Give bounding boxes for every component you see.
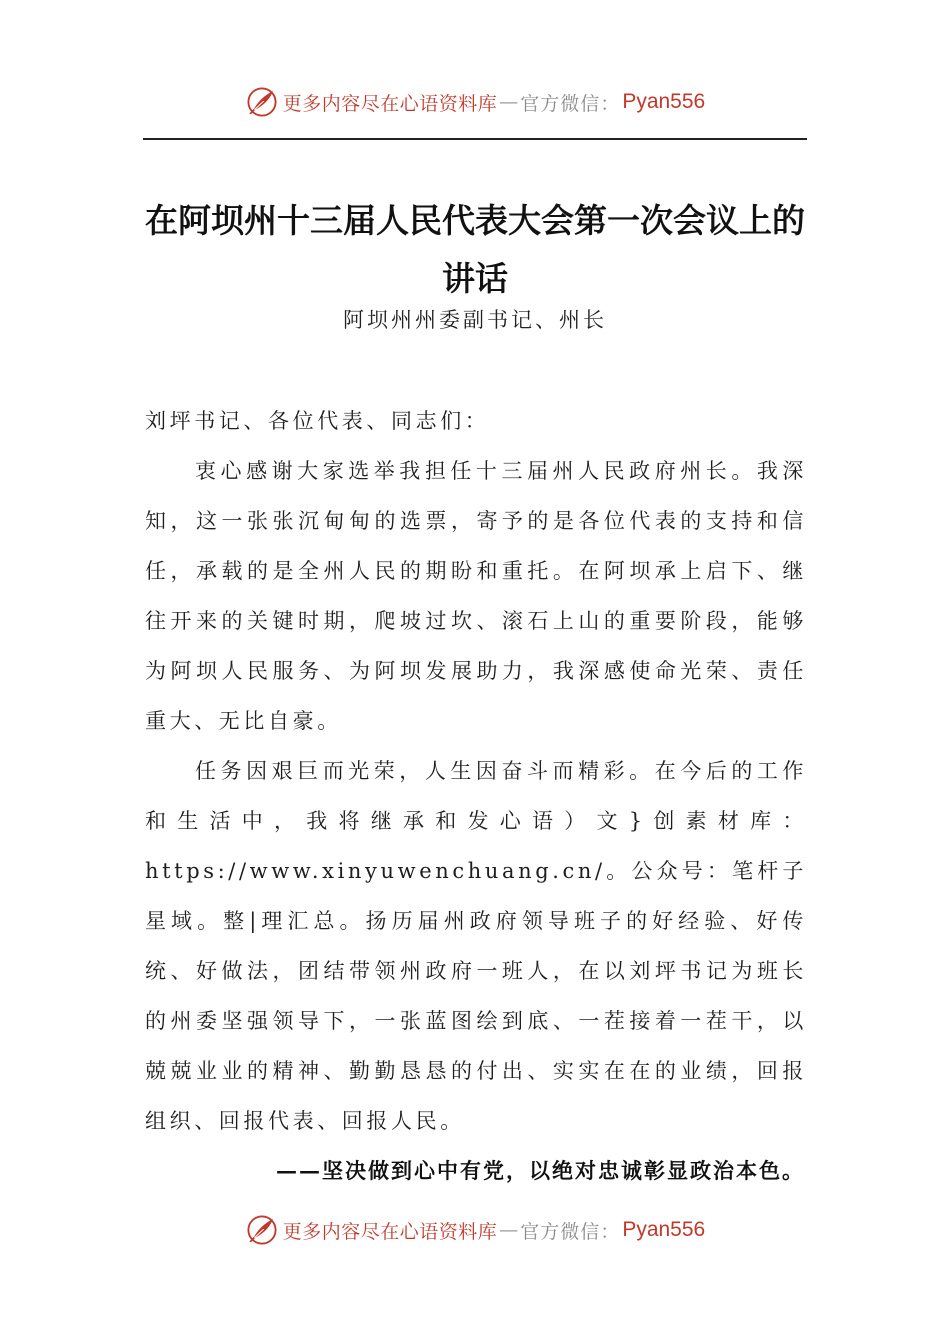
body-paragraph: 任务因艰巨而光荣，人生因奋斗而精彩。在今后的工作和生活中，我将继承和发心语）文}创素材库：https://www.xinyuwenchuang.cn/。公众号：笔杆子星域。整|理汇总。扬历届州政府领导班子的好经验、好传统、好做法，团结带领州政府一班人，在以刘坪书记为班长的州委坚强领导下，一张蓝图绘到底、一茬接着一茬干，以兢兢业业的精神、勤勤恳恳的付出、实实在在的业绩，回报组织、回报代表、回报人民。 [145,759,807,1133]
banner-brand-text: 更多内容尽在心语资料库 [282,92,498,115]
section-heading: ——坚决做到心中有党，以绝对忠诚彰显政治本色。 [276,1158,805,1183]
banner-contact-label: 官方微信： [520,92,621,115]
banner-contact-id: Pyan556 [622,90,706,113]
banner-separator: — [499,1219,519,1241]
feather-quill-logo-icon [245,1213,279,1247]
banner-separator: — [499,91,519,113]
header-divider [143,138,807,140]
feather-quill-logo-icon [245,85,279,119]
header-banner [0,80,950,124]
footer-banner [0,1208,950,1252]
document-body [145,396,807,1196]
banner-contact-id: Pyan556 [622,1218,706,1241]
document-author: 阿坝州州委副书记、州长 [343,308,607,332]
salutation: 刘坪书记、各位代表、同志们： [145,409,490,433]
document-title: 在阿坝州十三届人民代表大会第一次会议上的讲话 [145,201,805,298]
banner-contact-label: 官方微信： [520,1220,621,1243]
body-paragraph: 衷心感谢大家选举我担任十三届州人民政府州长。我深知，这一张张沉甸甸的选票，寄予的是各位代表的支持和信任，承载的是全州人民的期盼和重托。在阿坝承上启下、继往开来的关键时期，爬坡过坎、滚石上山的重要阶段，能够为阿坝人民服务、为阿坝发展助力，我深感使命光荣、责任重大、无比自豪。 [145,459,807,733]
banner-brand-text: 更多内容尽在心语资料库 [282,1220,498,1243]
